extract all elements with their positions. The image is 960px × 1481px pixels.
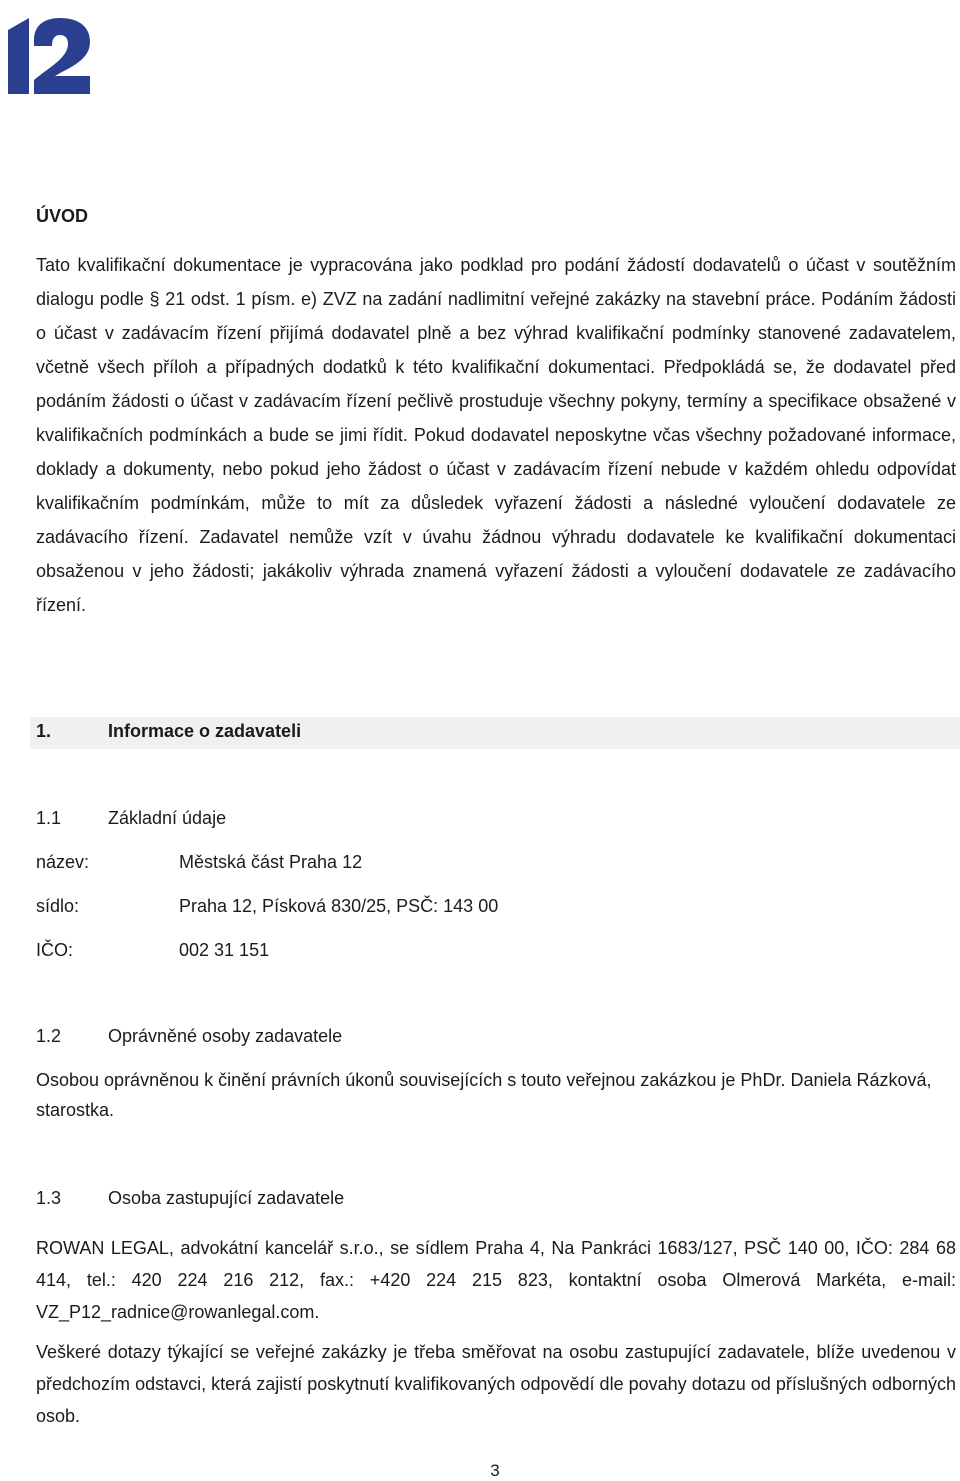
intro-paragraph: Tato kvalifikační dokumentace je vypracována jako podklad pro podání žádostí dodavatelů o účast v soutěžním dialogu podle § 21 odst. 1 písm. e) ZVZ na zadání nadlimitní veřejné zakázky na stavební práce. Podáním žádosti o účast v zadávacím řízení přijímá dodavatel plně a bez výhrad kvalifikační podmínky stanovené zadavatelem, včetně všech příloh a případných dodatků k této kvalifikační dokumentaci. Předpokládá se, že dodavatel před podáním žádosti o účast v zadávacím řízení pečlivě prostuduje všechny pokyny, termíny a specifikace obsažené v kvalifikačních podmínkách a bude se jimi řídit. Pokud dodavatel neposkytne včas všechny požadované informace, doklady a dokumenty, nebo pokud jeho žádost o účast v zadávacím řízení nebude v každém ohledu odpovídat kvalifikačním podmínkám, může to mít za důsledek vyřazení žádosti a následné vyloučení dodavatele ze zadávacího řízení. Zadavatel nemůže vzít v úvahu žádnou výhradu dodavatele ke kvalifikační dokumentaci obsaženou v jeho žádosti; jakákoliv výhrada znamená vyřazení žádosti a vyloučení dodavatele ze zadávacího řízení. [36, 255, 956, 615]
district-12-logo [8, 10, 92, 94]
inquiries-paragraph: Veškeré dotazy týkající se veřejné zakázky je třeba směřovat na osobu zastupující zadavatele, blíže uvedenou v předchozím odstavci, která zajistí poskytnutí kvalifikovaných odpovědí dle povahy dotazu od příslušných odborných osob. [36, 1342, 956, 1426]
authorized-persons-paragraph: Osobou oprávněnou k činění právních úkonů souvisejících s touto veřejnou zakázkou je PhDr. Daniela Rázková, starostka. [36, 1070, 932, 1120]
ico-label: IČO: [36, 940, 74, 960]
ico-value: 002 31 151 [179, 940, 270, 960]
subsection-number: 1.1 [36, 808, 62, 828]
address-label: sídlo: [36, 896, 80, 916]
name-value: Městská část Praha 12 [179, 852, 363, 872]
subsection-title: Oprávněné osoby zadavatele [108, 1026, 343, 1046]
subsection-title: Osoba zastupující zadavatele [108, 1188, 345, 1208]
section-number: 1. [36, 721, 52, 741]
section-title: Informace o zadavateli [108, 721, 302, 741]
page-number: 3 [490, 1461, 500, 1480]
representative-paragraph: ROWAN LEGAL, advokátní kancelář s.r.o., se sídlem Praha 4, Na Pankráci 1683/127, PSČ 140 00, IČO: 284 68 414, tel.: 420 224 216 212, fax.: +420 224 215 823, kontaktní osoba Olmerová Markéta, e-mail: VZ_P12_radnice@rowanlegal.com. [36, 1238, 956, 1322]
name-label: název: [36, 852, 90, 872]
subsection-title: Základní údaje [108, 808, 227, 828]
address-value: Praha 12, Písková 830/25, PSČ: 143 00 [179, 896, 499, 916]
logo-12-icon [8, 10, 92, 94]
subsection-number: 1.2 [36, 1026, 62, 1046]
subsection-number: 1.3 [36, 1188, 62, 1208]
intro-heading: ÚVOD [36, 206, 89, 226]
